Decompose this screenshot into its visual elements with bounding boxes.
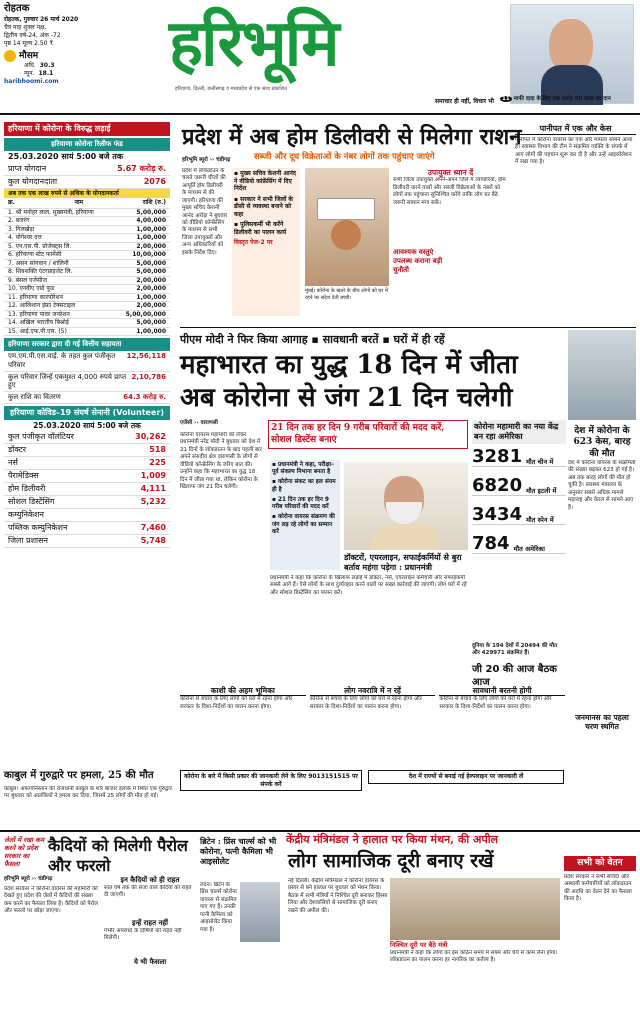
pm-body: कोरोना वायरस महामारी को लेकर प्रधानमंत्री नरेंद्र मोदी ने बुधवार को देश में 21 दिनों के लॉकडाउन के बाद पहली बार अपने संसदीय क्षेत्र वाराणसी के लोगों से वीडियो कॉन्फ्रेंसिंग के जरिए बात की। उन्होंने कहा कि महाभारत का युद्ध 18 दिन में जीता गया था, लेकिन कोरोना के खिलाफ जंग 21 दिन चलेगी।	[180, 432, 262, 490]
volunteer-value: 5,232	[140, 497, 166, 507]
prisoners-body: प्रदेश सरकार ने कोरोना वायरस की महामारी को देखते हुए प्रदेश की जेलों में कैदियों की संख्या कम करने का फैसला लिया है। कैदियों को पैरोल और फरलो पर छोड़ा जाएगा।	[4, 886, 98, 915]
stat-row	[472, 477, 566, 496]
donor-row	[4, 302, 170, 311]
fund-date: 25.03.2020 सायं 5:00 बजे तक	[8, 151, 123, 161]
salary-title: सभी को वेतन	[564, 856, 636, 871]
kabul-body: काबुल। अफगानिस्तान की राजधानी काबुल के शोर बाजार इलाके में स्थित एक गुरुद्वारे पर बुधवार को आतंकियों ने हमला कर दिया, जिसमें 25 लोगों की मौत हो गई।	[4, 786, 172, 800]
volunteer-label: डॉक्टर	[8, 445, 27, 455]
donor-amount: 2,00,000	[136, 276, 166, 284]
donor-sn: 2. बजरंग	[8, 217, 30, 225]
child-caption: मुंबई। कोरोना के खतरे के बीच लोगों को घर में रहने का संदेश देती बच्ची।	[305, 288, 388, 301]
stat-value: 3281	[472, 446, 523, 467]
salary-body: प्रदेश सरकार ने सभी संविदा और अस्थायी कर्मचारियों को लॉकडाउन की अवधि का वेतन देने का फैसला किया है।	[564, 874, 632, 903]
donor-amount: 2,00,000	[136, 302, 166, 310]
donor-amount: 5,00,000	[136, 268, 166, 276]
aid-label: कुल राशि का वितरण	[8, 393, 61, 401]
donor-amount: 1,00,000	[136, 225, 166, 233]
top-byline: हरिभूमि ब्यूरो ›› चंडीगढ़	[182, 157, 231, 163]
donor-row	[4, 311, 170, 320]
aid-row	[4, 372, 170, 393]
volunteer-value: 5,748	[140, 536, 166, 546]
donor-amount: 4,00,000	[136, 217, 166, 225]
right-photo	[568, 330, 636, 420]
donor-row	[4, 328, 170, 337]
left-banner: हरियाणा में कोरोना के विरुद्ध लड़ाई	[4, 122, 170, 136]
volunteer-row	[4, 444, 170, 457]
volunteer-row	[4, 470, 170, 483]
state-helpline-notice: देश में राज्यों से बनाई गई हेल्पलाइन पर जानकारी लें	[368, 770, 564, 784]
donor-amount: 5,00,000	[136, 208, 166, 216]
pm-bullets	[270, 460, 340, 570]
aid-value: 64.3 करोड़ रु.	[123, 393, 166, 401]
stat-row	[472, 506, 566, 525]
logo: हरिभूमि	[169, 6, 338, 81]
volunteer-row	[4, 457, 170, 470]
stat-row	[472, 448, 566, 467]
volunteer-table	[4, 431, 170, 548]
donor-row	[4, 251, 170, 260]
donor-sn: 12. आलिशान इंफ्रा टेक्सटाइल	[8, 302, 76, 310]
donor-row	[4, 234, 170, 243]
us-title: कोरोना महामारी का नया केंद्र बन रहा अमेरिका	[472, 420, 566, 444]
uk-body: लंदन। ब्रिटेन के प्रिंस चार्ल्स कोरोना वायरस से संक्रमित पाए गए हैं। उनकी पत्नी कैमिला को आइसोलेट किया गया है।	[200, 882, 237, 933]
top-bullet: ▪ सरकार ने सभी जिलों के डीसी से व्यवस्था बनाने को कहा	[234, 195, 294, 218]
donor-row	[4, 277, 170, 286]
pm-bullet: ▪ कोरोना संकट का हल संयम ही है	[272, 479, 336, 493]
mini-body: कोरोना से बचाव के लिए लोगों को घरों में रहना होगा और सरकार के दिशा-निर्देशों का पालन करना होगा।	[180, 696, 293, 710]
logo-subtitle: हरियाणा, दिल्ली, छत्तीसगढ़ व मध्यप्रदेश से एक साथ प्रकाशित	[175, 86, 287, 92]
census-title: जनमानस का पहला चरण स्थगित	[575, 713, 629, 732]
child-photo	[305, 168, 389, 286]
stat-label: मौत इटली में	[526, 486, 557, 495]
donor-amount: 5,00,00,000	[125, 310, 166, 318]
world-stats	[472, 448, 566, 564]
max-label: अधि.	[24, 62, 36, 70]
edition-city: रोहतक	[4, 3, 30, 14]
cabinet-body: नई दिल्ली। केंद्रीय मंत्रिमंडल ने कोरोना वायरस के प्रसार से बने हालात पर बुधवार को मंथन किया। बैठक में सभी मंत्रियों ने निश्चित दूरी बनाकर हिस्सा लिया और देशवासियों से सामाजिक दूरी बनाए रखने की अपील की।	[288, 878, 388, 914]
donor-sn: 4. योगेश्वर दत्त	[8, 234, 42, 242]
donor-row	[4, 319, 170, 328]
donor-sn: 5. एन.एस.पी. प्रोजेक्ट्स लि.	[8, 242, 72, 250]
donor-row	[4, 285, 170, 294]
edition-info	[4, 2, 99, 86]
volunteer-title: हरियाणा कोविड–19 संघर्ष सेनानी (Volunteer)	[4, 406, 170, 420]
fund-title: हरियाणा कोरोना रिलीफ फंड	[4, 138, 170, 151]
volunteer-value: 4,111	[140, 484, 166, 494]
mini-title: सावधानी बरतनी होगी	[439, 686, 565, 696]
mini-columns	[180, 686, 565, 756]
aid-label: एम.एम.पी.एस.वाई. के तहत कुल पंजीकृत परिवार	[8, 352, 116, 369]
g20-line: जी 20 की आज बैठक आज	[472, 664, 557, 688]
pm-subhead: 21 दिन तक हर दिन 9 गरीब परिवारों की मदद करें, सोशल डिस्टेंस बनाएं	[268, 420, 468, 449]
volunteer-label: पैरामेडिक्स	[8, 471, 39, 481]
india-cases-title: देश में कोरोना के 623 केस, बारह की मौत	[573, 426, 631, 459]
donor-amount: 1,00,000	[136, 293, 166, 301]
top-bullet: ▪ पुलिसकर्मी भी करेंगे डिलीवरी का पालन कार्य	[234, 221, 287, 236]
pm-quote: डॉक्टरों, एयरलाइन, सफाईकर्मियों से बुरा बर्ताव महंगा पड़ेगा : प्रधानमंत्री	[344, 552, 462, 572]
uk-headline: ब्रिटेन : प्रिंस चार्ल्स को भी कोरोना, पत्नी कैमिला भी आइसोलेट	[200, 836, 277, 866]
donor-amount: 10,00,000	[132, 251, 166, 259]
aid-title: हरियाणा सरकार द्वारा दी गई वित्तीय सहायता	[4, 338, 170, 351]
volunteer-label: पब्लिक कम्युनिकेशन	[8, 523, 68, 533]
challenge-title: आवश्यक वस्तुएं उपलब्ध कराना बड़ी चुनौती	[393, 248, 443, 274]
min-temp: 18.1	[38, 70, 54, 78]
volunteer-label: सोशल डिस्टेंसिंग	[8, 497, 55, 507]
stat-label: मौत स्पेन में	[526, 515, 554, 524]
aid-row	[4, 392, 170, 404]
volunteer-row	[4, 535, 170, 548]
volunteer-label: कम्युनिकेशन	[8, 510, 44, 520]
donor-amount: 5,00,000	[136, 319, 166, 327]
volunteer-row	[4, 496, 170, 509]
helpline-notice: कोरोना के बारे में किसी प्रकार की जानकारी लेने के लिए 9013151515 पर संपर्क करें	[180, 770, 362, 791]
panipat-story: पानीपत में एक और केस पानीपत में कोरोना वायरस का एक और मामला सामने आया है। स्वास्थ्य विभाग की टीम ने संक्रमित व्यक्ति के संपर्क में आए लोगों की पहचान शुरू कर दी है और उन्हें आइसोलेशन में रखा गया है।	[515, 124, 636, 307]
pm-headline-1: महाभारत का युद्ध 18 दिन में जीता	[180, 350, 518, 380]
mini-body: कोरोना से बचाव के लिए लोगों को घरों में रहना होगा और सरकार के दिशा-निर्देशों का पालन करना होगा।	[439, 696, 552, 710]
aid-label: कुल परिवार जिन्हें एकमुश्त 4,000 रुपये प्राप्त हुए	[8, 372, 127, 390]
aid-value: 12,56,118	[126, 352, 166, 360]
cabinet-photo	[390, 878, 560, 940]
weather-label: मौसम	[19, 50, 39, 61]
pm-body-2: प्रधानमंत्री ने कहा कि कोरोना के खिलाफ लड़ाई में डॉक्टर, नर्स, एयरलाइन कर्मचारी और सफाईकर्मी सबसे आगे हैं। ऐसे लोगों के साथ दुर्व्यवहार करने वालों पर सख्त कार्रवाई की जाएगी। लोग घरों में रहें और सोशल डिस्टेंसिंग का पालन करें।	[270, 575, 467, 596]
max-temp: 30.3	[39, 62, 55, 70]
donor-row	[4, 209, 170, 218]
donor-row	[4, 226, 170, 235]
min-label: न्यून.	[24, 70, 35, 78]
volunteer-label: जिला प्रशासन	[8, 536, 48, 546]
donor-sn: 10. एनवीए एग्रो फूड	[8, 285, 55, 293]
donor-amount: 2,00,000	[136, 242, 166, 250]
mini-column	[310, 686, 436, 756]
mini-column	[439, 686, 565, 756]
cabinet-photo-caption: निश्चित दूरी पर बैठे मंत्री	[390, 941, 448, 949]
world-line: दुनिया के 194 देशों में 20494 की मौत और 429971 संक्रमित हैं।	[472, 643, 558, 657]
masthead	[165, 0, 495, 110]
top-bullets: ▪ मुख्य सचिव केशनी आनंद ने वीडियो कांफ्रेंसिंग में दिए निर्देश ▪ सरकार ने सभी जिलों के डीसी से व्यवस्था बनाने को कहा ▪ पुलिसकर्मी भी करेंगे डिलीवरी का पालन कार्य विस्तृत पेज-2 पर	[232, 168, 300, 316]
stat-value: 6820	[472, 475, 523, 496]
top-subhead: सब्जी और दूध विक्रेताओं के नंबर लोगों तक पहुंचाए जाएंगे	[248, 150, 608, 165]
pm-kicker: पीएम मोदी ने फिर किया आगाह ▪ सावधानी बरतें ▪ घरों में ही रहें	[180, 333, 445, 346]
weather-icon	[4, 50, 16, 62]
pm-bullet: ▪ प्रधानमंत्री ने कहा, परीक्षा–पूर्व संकल्प निभाना बनता है	[272, 462, 334, 476]
stat-label: मौत अमेरिका	[513, 544, 545, 553]
pm-bullet: ▪ 21 दिन तक हर दिन 9 गरीब परिवारों की मदद करें	[272, 496, 329, 511]
donor-amount: 2,00,000	[136, 285, 166, 293]
donor-sn: 6. हरियाणा स्टेट फार्मेसी	[8, 251, 62, 259]
donor-sn: 8. शिवशक्ति एंटरप्राइजेट लि.	[8, 268, 73, 276]
donor-table	[4, 209, 170, 337]
donor-sn: 1. श्री मनोहर लाल, मुख्यमंत्री, हरियाणा	[8, 208, 94, 216]
top-headline: प्रदेश में अब होम डिलीवरी से मिलेगा राशन	[182, 124, 522, 150]
volunteer-value: 518	[149, 445, 166, 455]
mini-body: कोरोना से बचाव के लिए लोगों को घरों में रहना होगा और सरकार के दिशा-निर्देशों का पालन करना होगा।	[309, 696, 422, 710]
prisoners-byline: हरिभूमि ब्यूरो ›› चंडीगढ़	[4, 876, 53, 882]
prisoners-side: इन कैदियों को ही राहत सात वर्ष तक की सजा वाले कैदियों को राहत दी जाएगी। इन्हें राहत नहीं गंभीर अपराधों के दोषियों को राहत नहीं मिलेगी। ये भी फैसला	[104, 876, 192, 966]
volunteer-row	[4, 483, 170, 496]
edition-date: रोहतक, गुरुवार 26 मार्च 2020	[4, 15, 79, 23]
dc-box: उपायुक्त ध्यान दें सभी जिला उपायुक्त अपने-अपने जिले में व्यापारियों, होम डिलीवरी करने वालों और सब्जी विक्रेताओं के नंबरों को लोगों तक पहुंचाना सुनिश्चित करेंगे ताकि लोग घर बैठे जरूरी सामान मंगा सकें।	[393, 168, 506, 206]
stat-label: मौत चीन में	[526, 457, 554, 466]
volunteer-value: 7,460	[140, 523, 166, 533]
edition-line2: द्वितीय वर्ष-24, अंक -72	[4, 31, 61, 39]
pm-bullet: ▪ कोरोना वायरस संक्रमण की जंग लड़ रहे लोगों का सम्मान करें	[272, 514, 335, 535]
volunteer-label: होम डिलीवरी	[8, 484, 46, 494]
cabinet-headline: लोग सामाजिक दूरी बनाए रखें	[288, 850, 494, 872]
stat-row	[472, 535, 566, 554]
stat-value: 3434	[472, 504, 523, 525]
aid-table	[4, 351, 170, 404]
tagline: समाचार ही नहीं, विचार भी	[435, 98, 494, 105]
volunteer-row	[4, 431, 170, 444]
donor-sn: 15. आई.एफ.पी.एस. (5)	[8, 327, 67, 335]
cabinet-kicker: केंद्रीय मंत्रिमंडल ने हालात पर किया मंथन, की अपील	[286, 833, 499, 846]
aid-value: 2,10,786	[131, 372, 166, 381]
india-cases-body: देश में कोरोना वायरस के संक्रमितों की संख्या बढ़कर 623 हो गई है। अब तक बारह लोगों की मौत हो चुकी है। स्वास्थ्य मंत्रालय के अनुसार सबसे अधिक मामले महाराष्ट्र और केरल से सामने आए हैं।	[568, 460, 636, 511]
cabinet-body-2: प्रधानमंत्री ने कहा कि लोगों को इस कठिन समय में संयम और धैर्य से काम लेना होगा। लॉकडाउन का पालन करना हर नागरिक का कर्तव्य है।	[390, 950, 558, 964]
donor-row	[4, 268, 170, 277]
donor-amount: 1,00,000	[136, 234, 166, 242]
top-bullet: ▪ मुख्य सचिव केशनी आनंद ने वीडियो कांफ्रेंसिंग में दिए निर्देश	[234, 170, 296, 192]
volunteer-value: 1,009	[140, 471, 166, 481]
edition-line3: पृष्ठ 14 मूल्य 2.50 ₹	[4, 39, 54, 47]
stat-value: 784	[472, 533, 510, 554]
mini-column	[180, 686, 306, 756]
volunteer-value: 225	[149, 458, 166, 468]
mini-title: काशी की अहम भूमिका	[180, 686, 306, 696]
left-column: हरियाणा में कोरोना के विरुद्ध लड़ाई हरियाणा कोरोना रिलीफ फंड 25.03.2020 सायं 5:00 बजे तक प्राप्त योगदान 5.67 करोड़ रु. कुल योगदानदाता 2076 अब तक एक लाख रुपये से अधिक के योगदानकर्ता क्र. नाम राशि (रु.) 1. श्री मनोहर लाल, मुख्यमंत्री, हरियाणा 5,00,000 2. बजरंग 4,00,000 3. गिलखेड़ा 1,00,000 4. योगेश्वर दत्त 1,00,000 5. एन.एस.पी. प्रोजेक्ट्स लि. 2,00,000 6. हरियाणा स्टेट फार्मेसी 10,00,000 7. असन सांगवान / शालिनी 5,00,000 8. शिवशक्ति एंटरप्राइजेट लि. 5,00,000 9. बंसल एजेंसीज 2,00,000 10. एनवीए एग्रो फूड 2,00,000 11. हरियाणा कारपोरेशन 1,00,000 12. आलिशान इंफ्रा टेक्सटाइल 2,00,000 13. हरियाणा पावर जनरेशन 5,00,00,000 14. अखिल भारतीय बिश्नोई 5,00,000 15. आई.एफ.पी.एस. (5) 1,00,000 हरियाणा सरकार द्वारा दी गई वित्तीय सहायता एम.एम.पी.एस.वाई. के तहत कुल पंजीकृत परिवार 12,56,118 कुल परिवार जिन्हें एकमुश्त 4,000 रुपये प्राप्त हुए 2,10,786 कुल राशि का वितरण 64.3 करोड़ रु. हरियाणा कोविड–19 संघर्ष सेनानी (Volunteer) 25.03.2020 सायं 5:00 बजे तक कुल पंजीकृत वॉलंटियर 30,262 डॉक्टर 518 नर्स 225 पैरामेडिक्स 1,009 होम डिलीवरी 4,111 सोशल डिस्टेंसिंग 5,232 कम्युनिकेशन पब्लिक कम्युनिकेशन 7,460 जिला प्रशासन 5,748	[4, 122, 170, 548]
edition-line1: चैत्र माह शुक्ल पक्ष,	[4, 23, 47, 31]
top-body: प्रदेश में लॉकडाउन के चलते जरूरी चीजों की आपूर्ति होम डिलीवरी के माध्यम से की जाएगी। हरियाणा की मुख्य सचिव केशनी आनंद अरोड़ा ने बुधवार को वीडियो कॉन्फ्रेंसिंग के माध्यम से सभी जिला उपायुक्तों और अन्य अधिकारियों को इसके निर्देश दिए।	[182, 168, 228, 256]
jail-note: जेलों में रखा कम करने को प्रदेश सरकार का फैसला	[4, 836, 45, 869]
aid-row	[4, 351, 170, 372]
volunteer-value: 30,262	[135, 432, 166, 442]
charles-photo	[240, 882, 280, 942]
donor-row	[4, 243, 170, 252]
site-link[interactable]: haribhoomi.com	[4, 78, 59, 86]
donor-sn: 3. गिलखेड़ा	[8, 225, 35, 233]
volunteer-date: 25.03.2020 सायं 5:00 बजे तक	[33, 420, 141, 430]
top-donors-title: अब तक एक लाख रुपये से अधिक के योगदानकर्ता	[4, 189, 170, 199]
volunteer-row	[4, 522, 170, 535]
modi-photo	[344, 462, 468, 550]
donor-row	[4, 217, 170, 226]
donor-sn: 13. हरियाणा पावर जनरेशन	[8, 310, 70, 318]
promo-caption: 11 माफी दादा के लिए एक करोड़ 50 लाख का दान	[502, 96, 611, 102]
mini-title: लोग नवरात्रि में न रहें	[310, 686, 436, 696]
pm-headline-2: अब कोरोना से जंग 21 दिन चलेगी	[180, 383, 513, 413]
donor-sn: 11. हरियाणा कारपोरेशन	[8, 293, 63, 301]
donor-sn: 7. असन सांगवान / शालिनी	[8, 259, 69, 267]
donor-row	[4, 260, 170, 269]
pm-byline: एजेंसी ›› वाराणसी	[180, 420, 218, 426]
volunteer-label: नर्स	[8, 458, 18, 468]
promo-photo	[510, 4, 634, 104]
donor-sn: 9. बंसल एजेंसीज	[8, 276, 47, 284]
volunteer-label: कुल पंजीकृत वॉलंटियर	[8, 432, 74, 442]
donor-amount: 5,00,000	[136, 259, 166, 267]
kabul-headline: काबुल में गुरुद्वारे पर हमला, 25 की मौत	[4, 770, 154, 781]
donor-amount: 1,00,000	[136, 327, 166, 335]
donor-row	[4, 294, 170, 303]
volunteer-row	[4, 509, 170, 522]
donor-sn: 14. अखिल भारतीय बिश्नोई	[8, 319, 69, 327]
prisoners-headline: कैदियों को मिलेगी पैरोल और फरलो	[48, 836, 188, 875]
